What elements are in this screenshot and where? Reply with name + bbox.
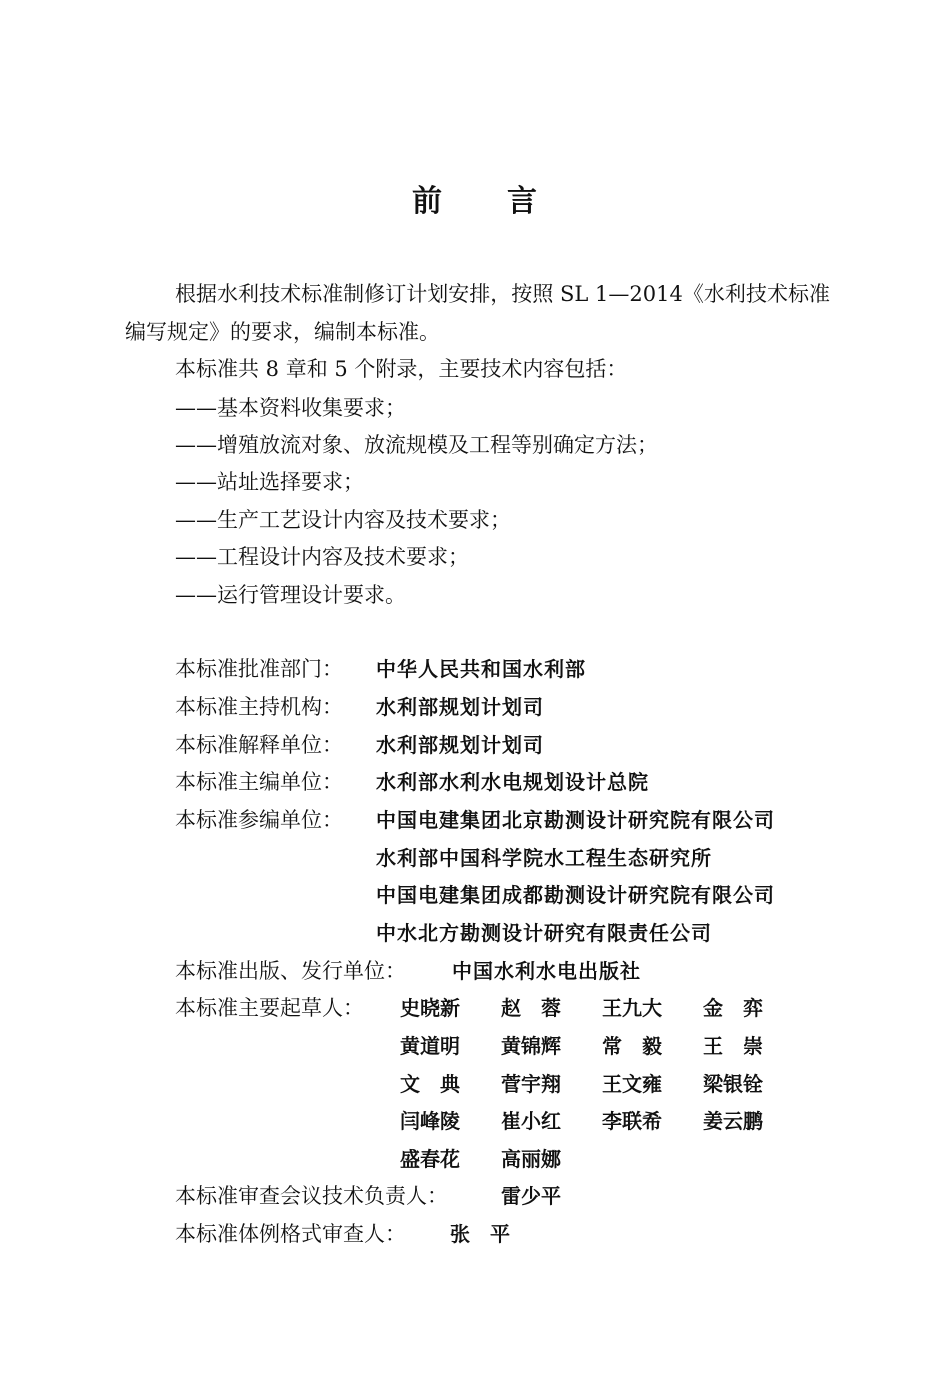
chapter-summary: 本标准共 8 章和 5 个附录，主要技术内容包括： [175, 357, 628, 381]
drafters-label: 本标准主要起草人： [175, 996, 364, 1020]
drafter-name: 姜云鹏 [703, 1109, 763, 1133]
content-item: ——运行管理设计要求。 [175, 583, 406, 607]
interpret-label: 本标准解释单位： [175, 733, 343, 757]
drafter-name: 崔小红 [501, 1109, 561, 1133]
drafter-name: 黄锦辉 [501, 1034, 561, 1058]
content-item: ——增殖放流对象、放流规模及工程等别确定方法； [175, 433, 658, 457]
drafter-name: 闫峰陵 [400, 1109, 460, 1133]
participant-unit: 中水北方勘测设计研究有限责任公司 [376, 921, 712, 945]
drafter-name: 李联希 [602, 1109, 662, 1133]
review-lead-label: 本标准审查会议技术负责人： [175, 1184, 448, 1208]
chief-editor-label: 本标准主编单位： [175, 770, 343, 794]
drafter-name: 王九大 [602, 996, 662, 1020]
drafter-name: 赵 蓉 [501, 996, 561, 1020]
content-item: ——工程设计内容及技术要求； [175, 545, 469, 569]
participant-unit: 中国电建集团北京勘测设计研究院有限公司 [376, 808, 775, 832]
approval-label: 本标准批准部门： [175, 657, 343, 681]
drafter-name: 黄道明 [400, 1034, 460, 1058]
drafter-name: 金 弈 [703, 996, 763, 1020]
drafter-name: 菅宇翔 [501, 1072, 561, 1096]
participant-unit: 水利部中国科学院水工程生态研究所 [376, 846, 712, 870]
format-reviewer-value: 张 平 [450, 1222, 510, 1246]
drafter-name: 常 毅 [602, 1034, 662, 1058]
publisher-value: 中国水利水电出版社 [452, 959, 641, 983]
host-label: 本标准主持机构： [175, 695, 343, 719]
page-title [0, 176, 950, 220]
approval-value: 中华人民共和国水利部 [376, 657, 586, 681]
participants-label: 本标准参编单位： [175, 808, 343, 832]
drafter-name: 王文雍 [602, 1072, 662, 1096]
interpret-value: 水利部规划计划司 [376, 733, 544, 757]
format-reviewer-label: 本标准体例格式审查人： [175, 1222, 406, 1246]
drafter-name: 文 典 [400, 1072, 460, 1096]
drafter-name: 梁银铨 [703, 1072, 763, 1096]
drafter-name: 史晓新 [400, 996, 460, 1020]
title-char-1: 前 [412, 184, 443, 219]
publisher-label: 本标准出版、发行单位： [175, 959, 406, 983]
host-value: 水利部规划计划司 [376, 695, 544, 719]
drafter-name: 王 崇 [703, 1034, 763, 1058]
drafter-name: 盛春花 [400, 1147, 460, 1171]
participant-unit: 中国电建集团成都勘测设计研究院有限公司 [376, 883, 775, 907]
content-item: ——生产工艺设计内容及技术要求； [175, 508, 511, 532]
intro-paragraph: 根据水利技术标准制修订计划安排，按照 SL 1—2014《水利技术标准编写规定》的要求，编制本标准。 [125, 282, 830, 344]
chief-editor-value: 水利部水利水电规划设计总院 [376, 770, 649, 794]
drafter-name: 高丽娜 [501, 1147, 561, 1171]
review-lead-value: 雷少平 [501, 1184, 561, 1208]
content-item: ——站址选择要求； [175, 470, 364, 494]
content-item: ——基本资料收集要求； [175, 396, 406, 420]
title-char-2: 言 [507, 184, 538, 219]
